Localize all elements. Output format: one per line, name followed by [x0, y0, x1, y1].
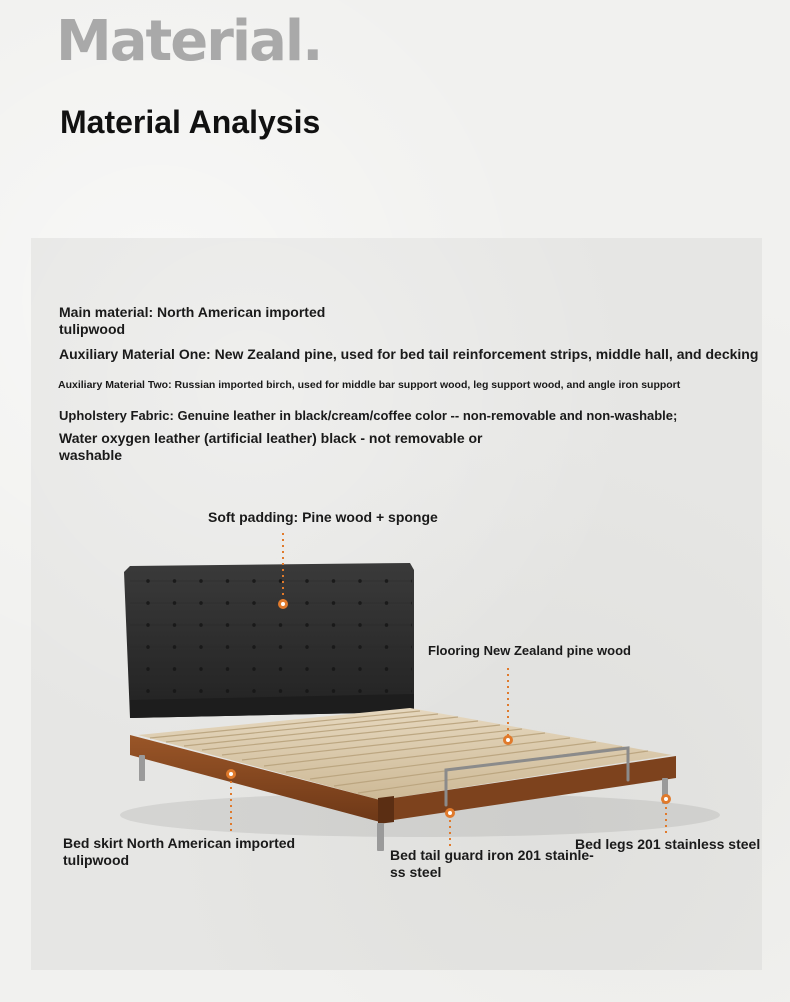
callout-tail-guard: Bed tail guard iron 201 stainle-ss steel	[390, 847, 594, 880]
brand-logo-text: Material.	[56, 9, 322, 74]
callout-flooring: Flooring New Zealand pine wood	[428, 643, 631, 658]
headboard	[124, 563, 414, 718]
main-material-text: Main material: North American imported tulipwood	[59, 304, 326, 337]
aux-material-one-text: Auxiliary Material One: New Zealand pine, used for bed tail reinforcement strips, middle hall, and decking	[59, 346, 759, 362]
page-title: Material Analysis	[60, 104, 321, 140]
callout-soft-padding: Soft padding: Pine wood + sponge	[208, 509, 438, 525]
water-oxygen-leather-text: Water oxygen leather (artificial leather) black - not removable or washable	[59, 430, 483, 463]
callout-bed-legs: Bed legs 201 stainless steel	[575, 836, 761, 852]
aux-material-two-text: Auxiliary Material Two: Russian imported birch, used for middle bar support wood, leg support wood, and angle iron support	[58, 379, 681, 391]
callout-bed-skirt: Bed skirt North American imported tulipwood	[63, 835, 296, 868]
upholstery-fabric-text: Upholstery Fabric: Genuine leather in black/cream/coffee color -- non-removable and non-washable;	[59, 408, 678, 423]
